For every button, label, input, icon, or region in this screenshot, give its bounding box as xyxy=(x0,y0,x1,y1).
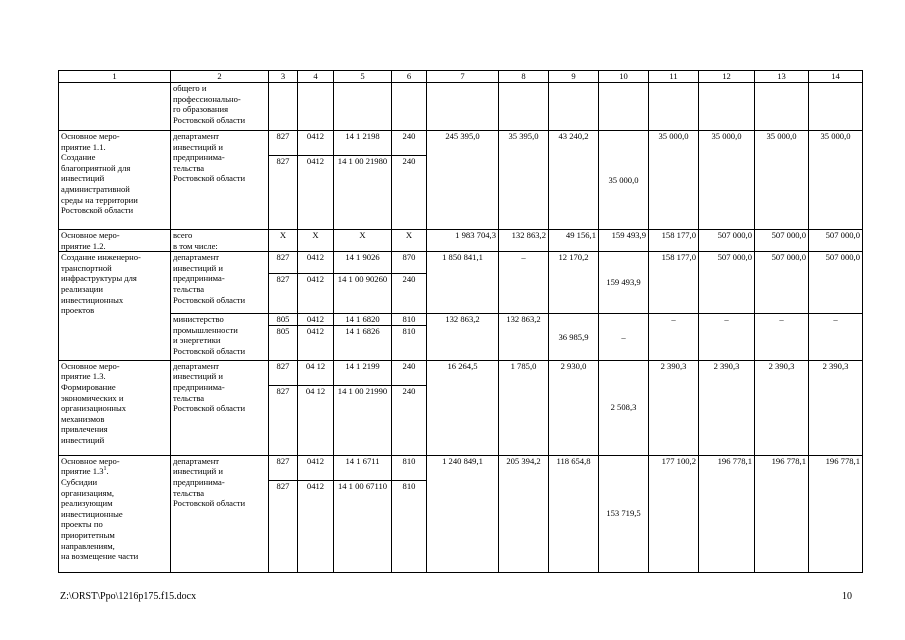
executor-cell: департамент инвестиций и предпринима- тельства Ростовской области xyxy=(171,252,269,314)
header-cell: 9 xyxy=(549,71,599,83)
header-cell: 8 xyxy=(499,71,549,83)
table-row: Основное меро- приятие 1.2. всего в том числе: X X X X 1 983 704,3 132 863,2 49 156,1 159 493,9 158 177,0 507 000,0 507 000,0 507 000,0 xyxy=(59,230,863,252)
page-number: 10 xyxy=(842,591,852,602)
table-row: Создание инженерно- транспортной инфраструктуры для реализации инвестиционных проектов департамент инвестиций и предпринима- тельства Ростовской области 827 0412 14 1 9026 870 1 850 841,1 – 12 170,2 159 493,9 158 177,0 507 000,0 507 000,0 507 000,0 xyxy=(59,252,863,274)
table-row: Основное меро- приятие 1.3. Формирование экономических и организационных механизмов привлечения инвестиций департамент инвестиций и предпринима- тельства Ростовской области 827 04 12 14 1 2199 240 16 264,5 1 785,0 2 930,0 2 508,3 2 390,3 2 390,3 2 390,3 2 390,3 xyxy=(59,360,863,385)
header-cell: 6 xyxy=(392,71,427,83)
header-cell: 14 xyxy=(809,71,863,83)
measure-name: Основное меро- приятие 1.1. Создание благоприятной для инвестиций административной среды на территории Ростовской области xyxy=(59,131,171,230)
executor-cell: департамент инвестиций и предпринима- тельства Ростовской области xyxy=(171,131,269,230)
table-row xyxy=(59,83,863,131)
budget-table xyxy=(58,70,863,573)
table-row: 827 0412 14 1 00 21980 240 xyxy=(59,156,863,230)
measure-name: Основное меро- приятие 1.2. xyxy=(59,230,171,252)
executor-cell: всего в том числе: xyxy=(171,230,269,252)
footer-file-path: Z:\ORST\Ppo\1216p175.f15.docx xyxy=(60,591,197,602)
header-cell: 3 xyxy=(269,71,298,83)
header-cell: 7 xyxy=(427,71,499,83)
measure-name: Основное меро- приятие 1.3. Формирование экономических и организационных механизмов привлечения инвестиций xyxy=(59,360,171,455)
executor-cell: департамент инвестиций и предпринима- тельства Ростовской области xyxy=(171,455,269,572)
header-cell: 2 xyxy=(171,71,269,83)
header-cell: 4 xyxy=(298,71,334,83)
header-cell: 5 xyxy=(334,71,392,83)
executor-cell: департамент инвестиций и предпринима- тельства Ростовской области xyxy=(171,360,269,455)
header-cell: 10 xyxy=(599,71,649,83)
measure-name: Создание инженерно- транспортной инфраструктуры для реализации инвестиционных проектов xyxy=(59,252,171,361)
table-row: Основное меро- приятие 1.1. Создание благоприятной для инвестиций административной среды на территории Ростовской области департамент инвестиций и предпринима- тельства Ростовской области 827 0412 14 1 2198 240 245 395,0 35 395,0 43 240,2 35 000,0 35 000,0 35 000,0 35 000,0 35 000,0 xyxy=(59,131,863,156)
executor-cell: общего и профессионально- го образования Ростовской области xyxy=(171,83,269,131)
executor-cell: министерство промышленности и энергетики Ростовской области xyxy=(171,314,269,361)
header-cell: 11 xyxy=(649,71,699,83)
table-row: 827 04 12 14 1 00 21990 240 xyxy=(59,385,863,455)
header-row xyxy=(59,71,863,83)
header-cell: 12 xyxy=(699,71,755,83)
table-row: 805 0412 14 1 6826 810 xyxy=(59,325,863,360)
table-row: Основное меро- приятие $1.3^1$. Субсидии организациям, реализующим инвестиционные проекты по приоритетным направлениям, на возмещение части департамент инвестиций и предпринима- тельства Ростовской области 827 0412 14 1 6711 810 1 240 849,1 205 394,2 118 654,8 153 719,5 177 100,2 196 778,1 196 778,1 196 778,1 xyxy=(59,455,863,480)
header-cell: 1 xyxy=(59,71,171,83)
table-row: 827 0412 14 1 00 90260 240 xyxy=(59,274,863,314)
header-cell: 13 xyxy=(755,71,809,83)
measure-name: Основное меро- приятие $1.3^1$. Субсидии организациям, реализующим инвестиционные проекты по приоритетным направлениям, на возмещение части xyxy=(59,455,171,572)
table-row: министерство промышленности и энергетики Ростовской области 805 0412 14 1 6820 810 132 863,2 132 863,2 36 985,9 – – – – – xyxy=(59,314,863,326)
table-row: 827 0412 14 1 00 67110 810 xyxy=(59,480,863,572)
